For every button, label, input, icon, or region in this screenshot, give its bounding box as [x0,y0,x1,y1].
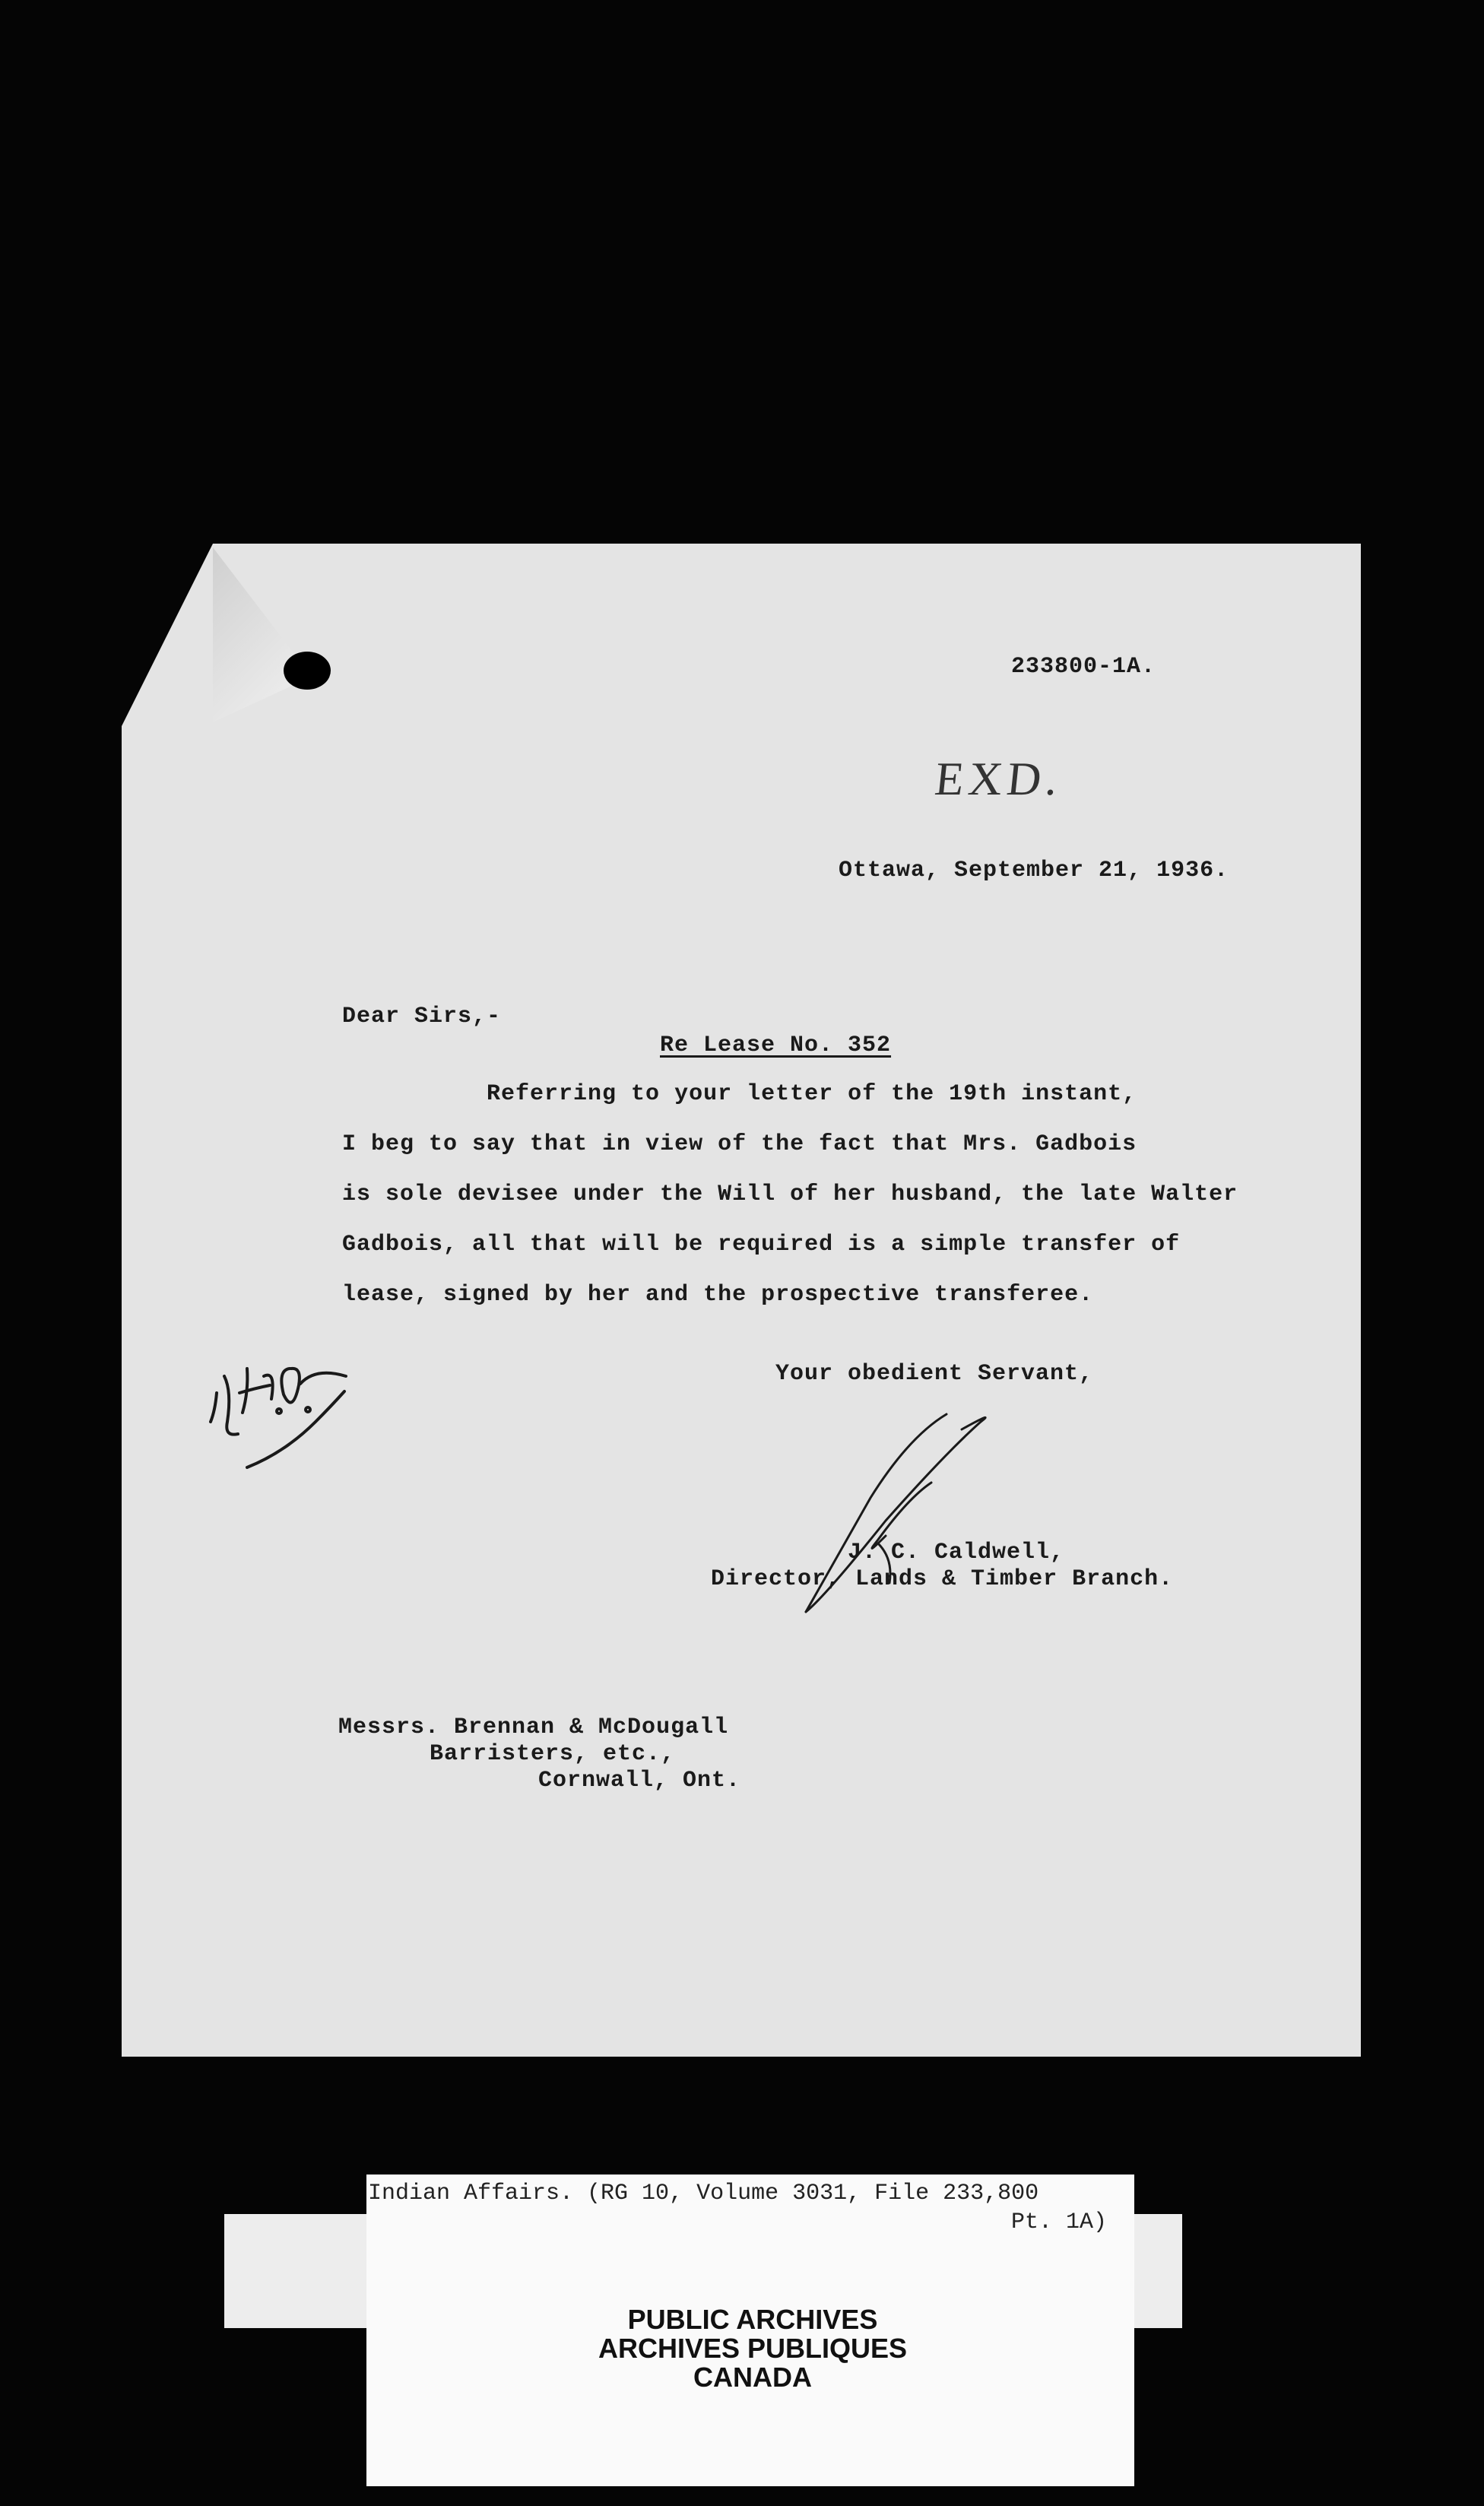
salutation: Dear Sirs,- [342,1004,502,1029]
signatory-title: Director, Lands & Timber Branch. [711,1566,1174,1592]
signatory-name: J. C. Caldwell, [848,1540,1065,1565]
addressee-line: Messrs. Brennan & McDougall [338,1715,729,1740]
body-line: I beg to say that in view of the fact that Mrs. Gadbois [342,1131,1137,1157]
handwritten-initials [201,1323,354,1483]
archive-reference: Indian Affairs. (RG 10, Volume 3031, File 233,800 [368,2181,1039,2206]
punch-hole [284,652,331,690]
body-line: Gadbois, all that will be required is a simple transfer of [342,1232,1181,1258]
re-line: Re Lease No. 352 [660,1033,892,1058]
body-line: is sole devisee under the Will of her husband, the late Walter [342,1182,1238,1207]
closing: Your obedient Servant, [775,1361,1094,1387]
institution-line: ARCHIVES PUBLIQUES [598,2333,908,2364]
addressee-line: Barristers, etc., [430,1741,676,1767]
exd-stamp: EXD. [932,753,1065,805]
addressee-line: Cornwall, Ont. [538,1768,741,1794]
body-line: lease, signed by her and the prospective transferee. [342,1282,1094,1308]
institution-line: CANADA [693,2362,812,2393]
file-number: 233800-1A. [1011,654,1156,680]
institution-line: PUBLIC ARCHIVES [627,2304,878,2335]
date-line: Ottawa, September 21, 1936. [839,858,1229,883]
body-line: Referring to your letter of the 19th instant, [342,1081,1137,1107]
archive-reference-part: Pt. 1A) [1011,2209,1108,2235]
